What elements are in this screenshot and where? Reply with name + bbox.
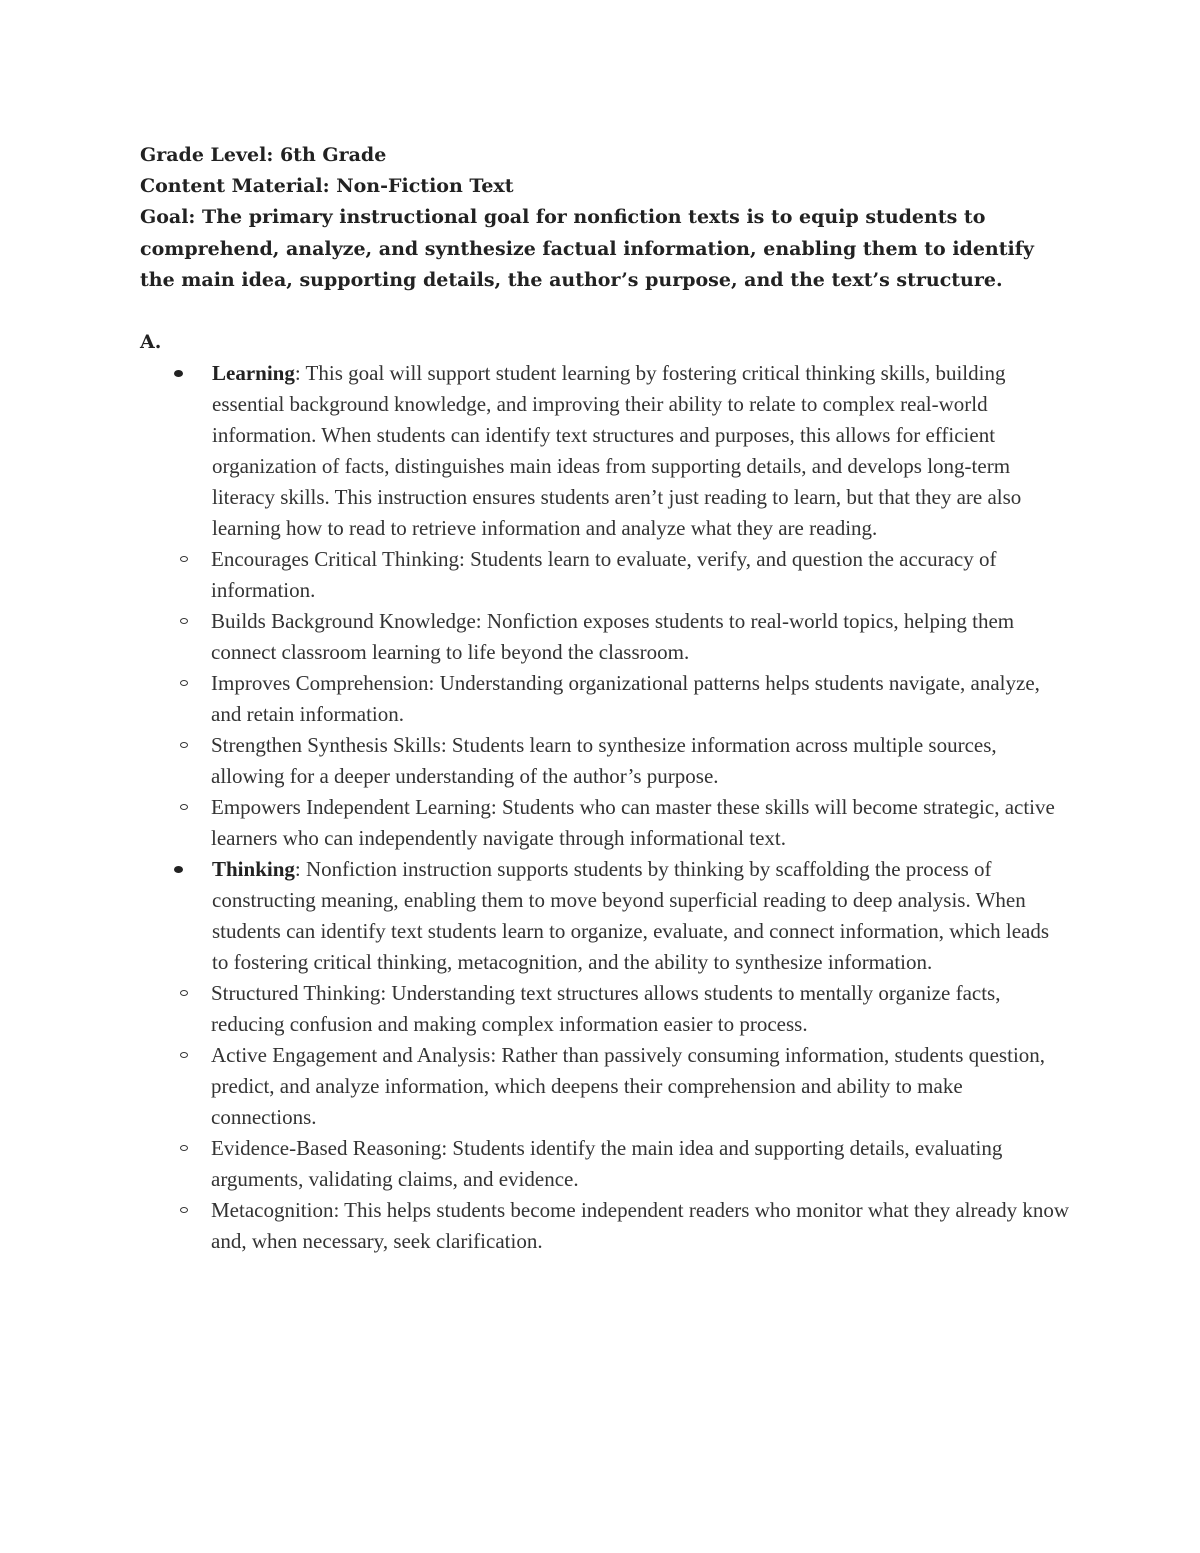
bullet-text: : This goal will support student learning by fostering critical thinking skills, building essential background knowledge, and improving their ability to relate to complex real-world information. When students can identify text structures and purposes, this allows for efficient organization of facts, distinguishes main ideas from supporting details, and develops long-term literacy skills. This instruction ensures students aren’t just reading to learn, but that they are also learning how to read to retrieve information and analyze what they are reading. — [212, 360, 1022, 540]
content-material: Content Material: Non-Fiction Text — [140, 175, 514, 197]
hollow-bullet-icon — [180, 680, 188, 686]
list-item — [140, 978, 1070, 1040]
list-item — [140, 1195, 1070, 1257]
hollow-bullet-icon — [180, 1052, 188, 1058]
learning-sub-list — [140, 544, 1070, 854]
hollow-bullet-icon — [180, 618, 188, 624]
list-item — [140, 730, 1070, 792]
bullet-title: Thinking — [212, 856, 295, 881]
list-item-text: Evidence-Based Reasoning: Students identify the main idea and supporting details, evaluating arguments, validating claims, and evidence. — [211, 1135, 1003, 1191]
grade-level: Grade Level: 6th Grade — [140, 144, 387, 166]
list-item-text: Active Engagement and Analysis: Rather than passively consuming information, students question, predict, and analyze information, which deepens their comprehension and ability to make connections. — [211, 1042, 1046, 1129]
bullet-icon — [174, 370, 183, 377]
bullet-text: : Nonfiction instruction supports students by thinking by scaffolding the process of constructing meaning, enabling them to move beyond superficial reading to deep analysis. When students can identify text students learn to organize, evaluate, and connect information, which leads to fostering critical thinking, metacognition, and the ability to synthesize information. — [212, 856, 1050, 974]
list-item-text: Strengthen Synthesis Skills: Students learn to synthesize information across multiple sources, allowing for a deeper understanding of the author’s purpose. — [211, 732, 997, 788]
list-item — [140, 606, 1070, 668]
list-item-text: Builds Background Knowledge: Nonfiction exposes students to real-world topics, helping them connect classroom learning to life beyond the classroom. — [211, 608, 1015, 664]
list-item — [140, 544, 1070, 606]
list-item — [140, 1040, 1070, 1133]
list-item — [140, 1133, 1070, 1195]
hollow-bullet-icon — [180, 742, 188, 748]
hollow-bullet-icon — [180, 1207, 188, 1213]
hollow-bullet-icon — [180, 556, 188, 562]
goal-statement: Goal: The primary instructional goal for nonfiction texts is to equip students to comprehend, analyze, and synthesize factual information, enabling them to identify the main idea, supporting details, the author’s purpose, and the text’s structure. — [140, 206, 1034, 291]
bullet-title: Learning — [212, 360, 295, 385]
list-item — [140, 668, 1070, 730]
list-item-text: Empowers Independent Learning: Students who can master these skills will become strategic, active learners who can independently navigate through informational text. — [211, 794, 1055, 850]
bullet-icon — [174, 866, 183, 873]
list-item-text: Metacognition: This helps students become independent readers who monitor what they already know and, when necessary, seek clarification. — [211, 1197, 1070, 1253]
bullet-item-learning — [140, 358, 1070, 544]
list-item-text: Improves Comprehension: Understanding organizational patterns helps students navigate, analyze, and retain information. — [211, 670, 1040, 726]
thinking-sub-list — [140, 978, 1070, 1257]
document-page — [140, 140, 1070, 1257]
hollow-bullet-icon — [180, 804, 188, 810]
list-item-text: Encourages Critical Thinking: Students learn to evaluate, verify, and question the accuracy of information. — [211, 546, 997, 602]
section-a-label: A. — [140, 330, 162, 353]
list-item-text: Structured Thinking: Understanding text structures allows students to mentally organize facts, reducing confusion and making complex information easier to process. — [211, 980, 1001, 1036]
hollow-bullet-icon — [180, 1145, 188, 1151]
bullet-item-thinking — [140, 854, 1070, 978]
list-item — [140, 792, 1070, 854]
hollow-bullet-icon — [180, 990, 188, 996]
